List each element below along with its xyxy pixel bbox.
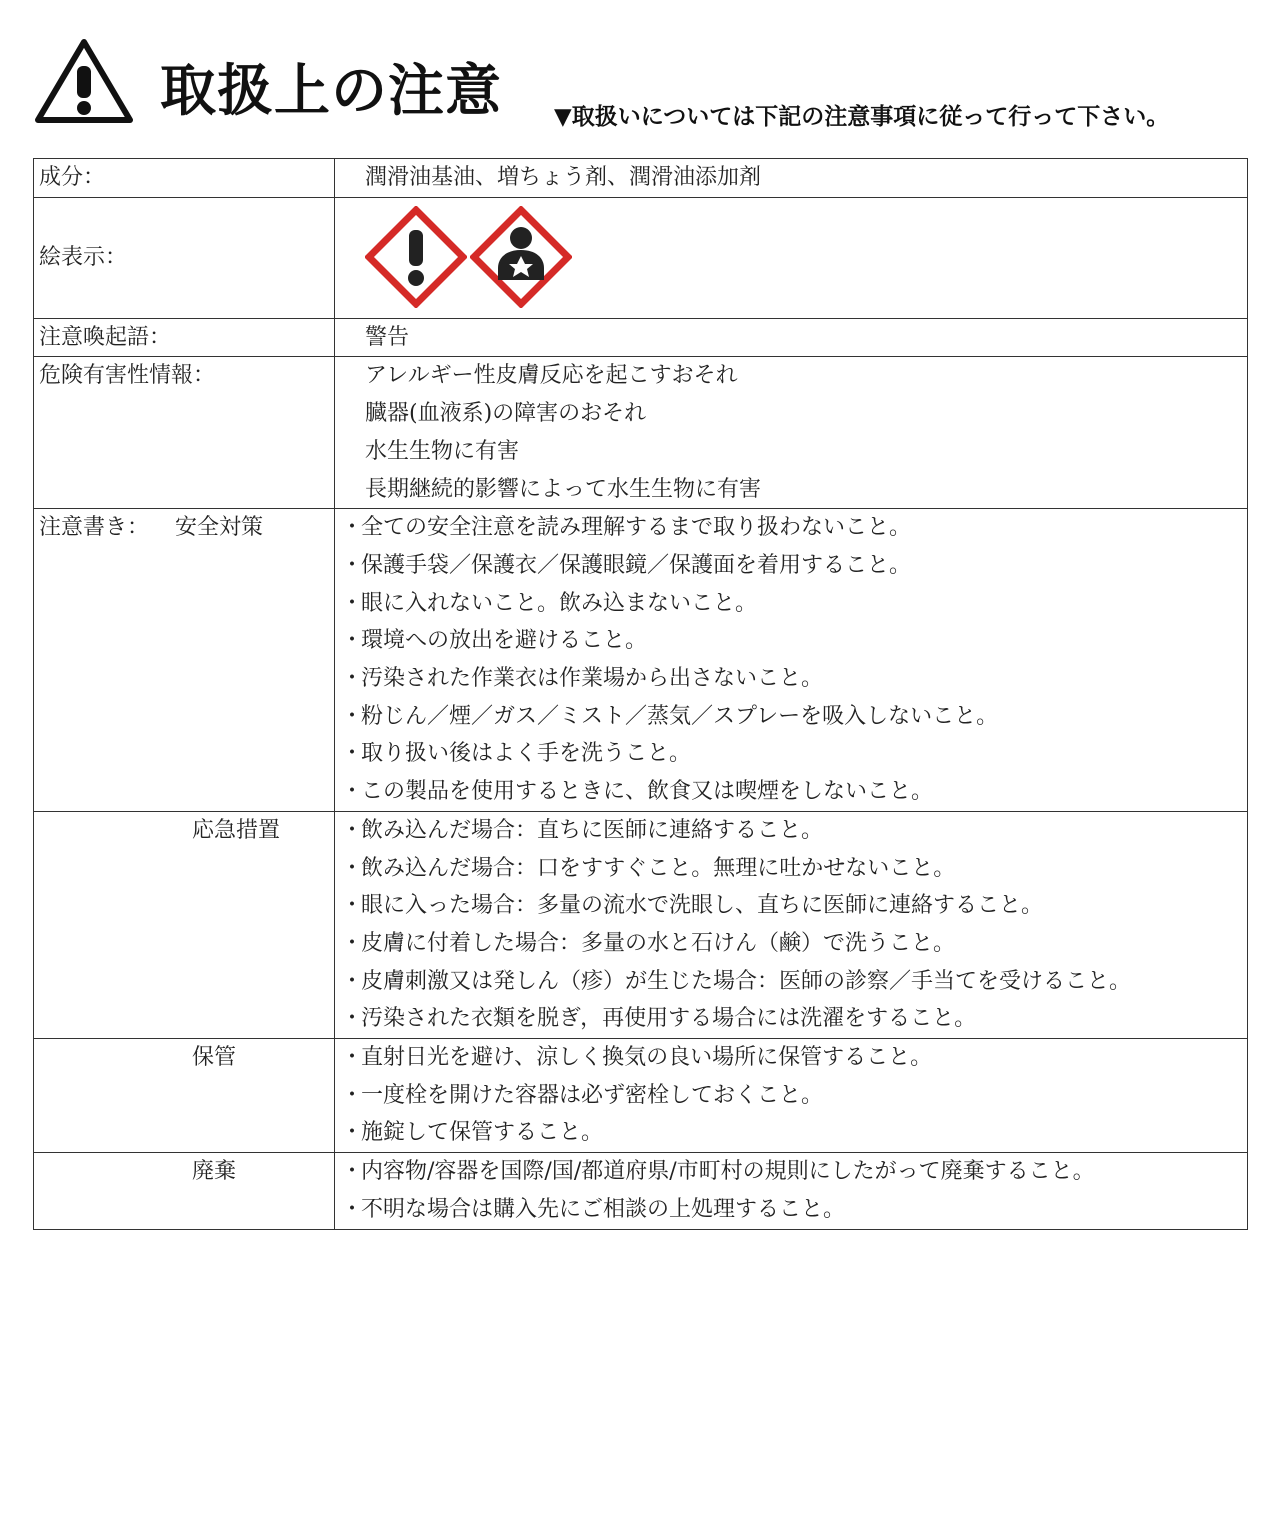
row-hazard xyxy=(34,357,1248,509)
storage-label: 保管 xyxy=(192,1045,237,1071)
storage-item: ・ 一度栓を開けた容器は必ず密栓しておくこと。 xyxy=(345,1077,1247,1115)
signal-word-label: 注意喚起語： xyxy=(39,324,172,350)
row-disposal xyxy=(34,1153,1248,1229)
ingredients-value: 潤滑油基油、増ちょう剤、潤滑油添加剤 xyxy=(365,165,762,190)
safety-item: ・ 全ての安全注意を読み理解するまで取り扱わないこと。 xyxy=(345,509,1247,547)
row-emergency xyxy=(34,811,1248,1038)
exclamation-mark-pictogram-icon xyxy=(365,206,467,308)
disposal-item: ・ 不明な場合は購入先にご相談の上処理すること。 xyxy=(345,1191,1247,1229)
safety-item: ・ 眼に入れないこと。飲み込まないこと。 xyxy=(345,585,1247,623)
ingredients-label: 成分： xyxy=(39,165,106,190)
precaution-label xyxy=(34,509,334,547)
emergency-item: ・ 眼に入った場合：多量の流水で洗眼し、直ちに医師に連絡すること。 xyxy=(345,887,1247,925)
emergency-label: 応急措置 xyxy=(192,817,281,843)
row-safety xyxy=(34,509,1248,812)
emergency-item: ・ 汚染された衣類を脱ぎ，再使用する場合には洗濯をすること。 xyxy=(345,1000,1247,1038)
hazard-item: 長期継続的影響によって水生生物に有害 xyxy=(365,476,762,502)
page-title: 取扱上の注意 xyxy=(160,59,502,124)
storage-item: ・ 直射日光を避け、涼しく換気の良い場所に保管すること。 xyxy=(345,1039,1247,1077)
warning-triangle-icon xyxy=(34,36,134,126)
safety-item: ・ 環境への放出を避けること。 xyxy=(345,622,1247,660)
header xyxy=(34,34,1254,144)
sds-table xyxy=(33,158,1248,1230)
safety-label: 安全対策 xyxy=(175,515,264,541)
emergency-item: ・ 飲み込んだ場合：口をすすぐこと。無理に吐かせないこと。 xyxy=(345,850,1247,888)
disposal-label: 廃棄 xyxy=(192,1159,237,1185)
pictogram-label: 絵表示： xyxy=(39,244,128,270)
row-pictogram xyxy=(34,197,1248,318)
row-ingredients xyxy=(34,159,1248,198)
safety-item: ・ この製品を使用するときに、飲食又は喫煙をしないこと。 xyxy=(345,773,1247,811)
hazard-item: 臓器(血液系)の障害のおそれ xyxy=(365,401,647,427)
signal-word-value: 警告 xyxy=(365,324,410,350)
hazard-item: 水生生物に有害 xyxy=(365,438,520,464)
hazard-item: アレルギー性皮膚反応を起こすおそれ xyxy=(365,363,738,389)
precaution-main-label: 注意書き： xyxy=(39,515,150,541)
row-signal-word xyxy=(34,318,1248,357)
safety-item: ・ 取り扱い後はよく手を洗うこと。 xyxy=(345,735,1247,773)
emergency-item: ・ 飲み込んだ場合：直ちに医師に連絡すること。 xyxy=(345,812,1247,850)
disposal-item: ・ 内容物/容器を国際/国/都道府県/市町村の規則にしたがって廃棄すること。 xyxy=(345,1153,1247,1191)
hazard-label: 危険有害性情報： xyxy=(39,363,216,389)
emergency-item: ・ 皮膚に付着した場合：多量の水と石けん（鹸）で洗うこと。 xyxy=(345,925,1247,963)
safety-item: ・ 保護手袋／保護衣／保護眼鏡／保護面を着用すること。 xyxy=(345,547,1247,585)
storage-item: ・ 施錠して保管すること。 xyxy=(345,1114,1247,1152)
page-subtitle: ▼取扱いについては下記の注意事項に従って行って下さい。 xyxy=(554,104,1170,130)
safety-item: ・ 粉じん／煙／ガス／ミスト／蒸気／スプレーを吸入しないこと。 xyxy=(345,698,1247,736)
health-hazard-pictogram-icon xyxy=(470,206,572,308)
emergency-item: ・ 皮膚刺激又は発しん（疹）が生じた場合：医師の診察／手当てを受けること。 xyxy=(345,963,1247,1001)
row-storage xyxy=(34,1039,1248,1153)
safety-item: ・ 汚染された作業衣は作業場から出さないこと。 xyxy=(345,660,1247,698)
